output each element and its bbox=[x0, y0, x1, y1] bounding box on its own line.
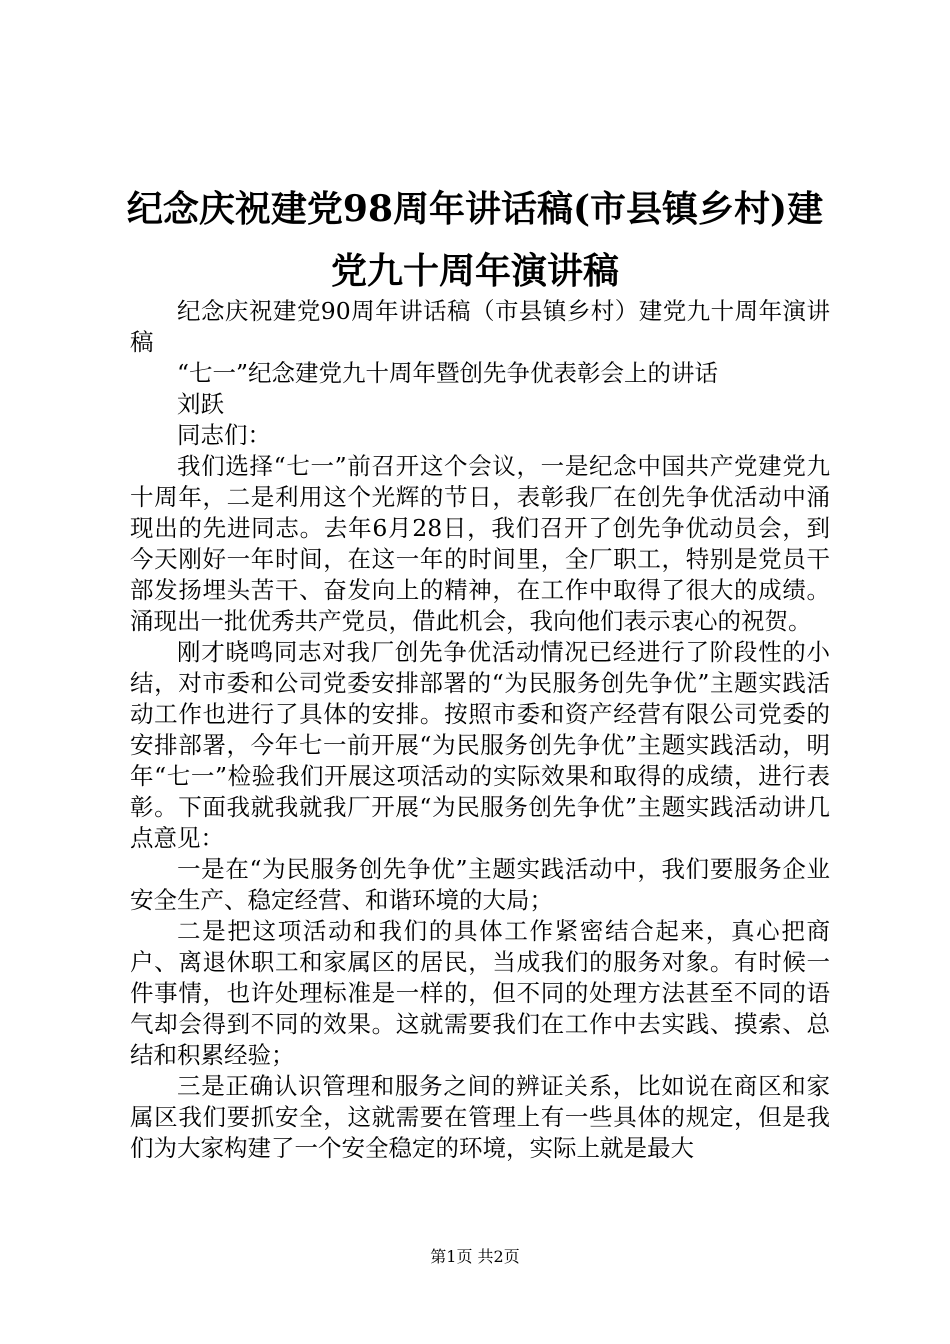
paragraph-subtitle: 纪念庆祝建党90周年讲话稿（市县镇乡村）建党九十周年演讲稿 bbox=[130, 297, 830, 356]
paragraph-body: 我们选择“七一”前召开这个会议，一是纪念中国共产党建党九十周年，二是利用这个光辉的节日，表彰我厂在创先争优活动中涌现出的先进同志。去年6月28日，我们召开了创先争优动员会，到今天刚好一年时间，在这一年的时间里，全厂职工，特别是党员干部发扬埋头苦干、奋发向上的精神，在工作中取得了很大的成绩。涌现出一批优秀共产党员，借此机会，我向他们表示衷心的祝贺。 bbox=[130, 452, 830, 635]
paragraph-author: 刘跃 bbox=[177, 390, 224, 418]
document-title: 纪念庆祝建党98周年讲话稿(市县镇乡村)建党九十周年演讲稿 bbox=[126, 188, 824, 292]
paragraph-salutation: 同志们： bbox=[177, 421, 271, 449]
paragraph-body: 刚才晓鸣同志对我厂创先争优活动情况已经进行了阶段性的小结，对市委和公司党委安排部署的“为民服务创先争优”主题实践活动工作也进行了具体的安排。按照市委和资产经营有限公司党委的安排部署，今年七一前开展“为民服务创先争优”主题实践活动，明年“七一”检验我们开展这项活动的实际效果和取得的成绩，进行表彰。下面我就我就我厂开展“为民服务创先争优”主题实践活动讲几点意见： bbox=[130, 638, 830, 852]
paragraph-body: 三是正确认识管理和服务之间的辨证关系，比如说在商区和家属区我们要抓安全，这就需要在管理上有一些具体的规定，但是我们为大家构建了一个安全稳定的环境，实际上就是最大 bbox=[130, 1072, 830, 1162]
document-body bbox=[130, 296, 830, 1164]
paragraph-body: 一是在“为民服务创先争优”主题实践活动中，我们要服务企业安全生产、稳定经营、和谐环境的大局； bbox=[130, 855, 830, 914]
page-footer: 第1页 共2页 bbox=[430, 1247, 520, 1266]
paragraph-speech-title: “七一”纪念建党九十周年暨创先争优表彰会上的讲话 bbox=[177, 359, 719, 387]
paragraph-body: 二是把这项活动和我们的具体工作紧密结合起来，真心把商户、离退休职工和家属区的居民，当成我们的服务对象。有时候一件事情，也许处理标准是一样的，但不同的处理方法甚至不同的语气却会得到不同的效果。这就需要我们在工作中去实践、摸索、总结和积累经验； bbox=[130, 917, 830, 1069]
